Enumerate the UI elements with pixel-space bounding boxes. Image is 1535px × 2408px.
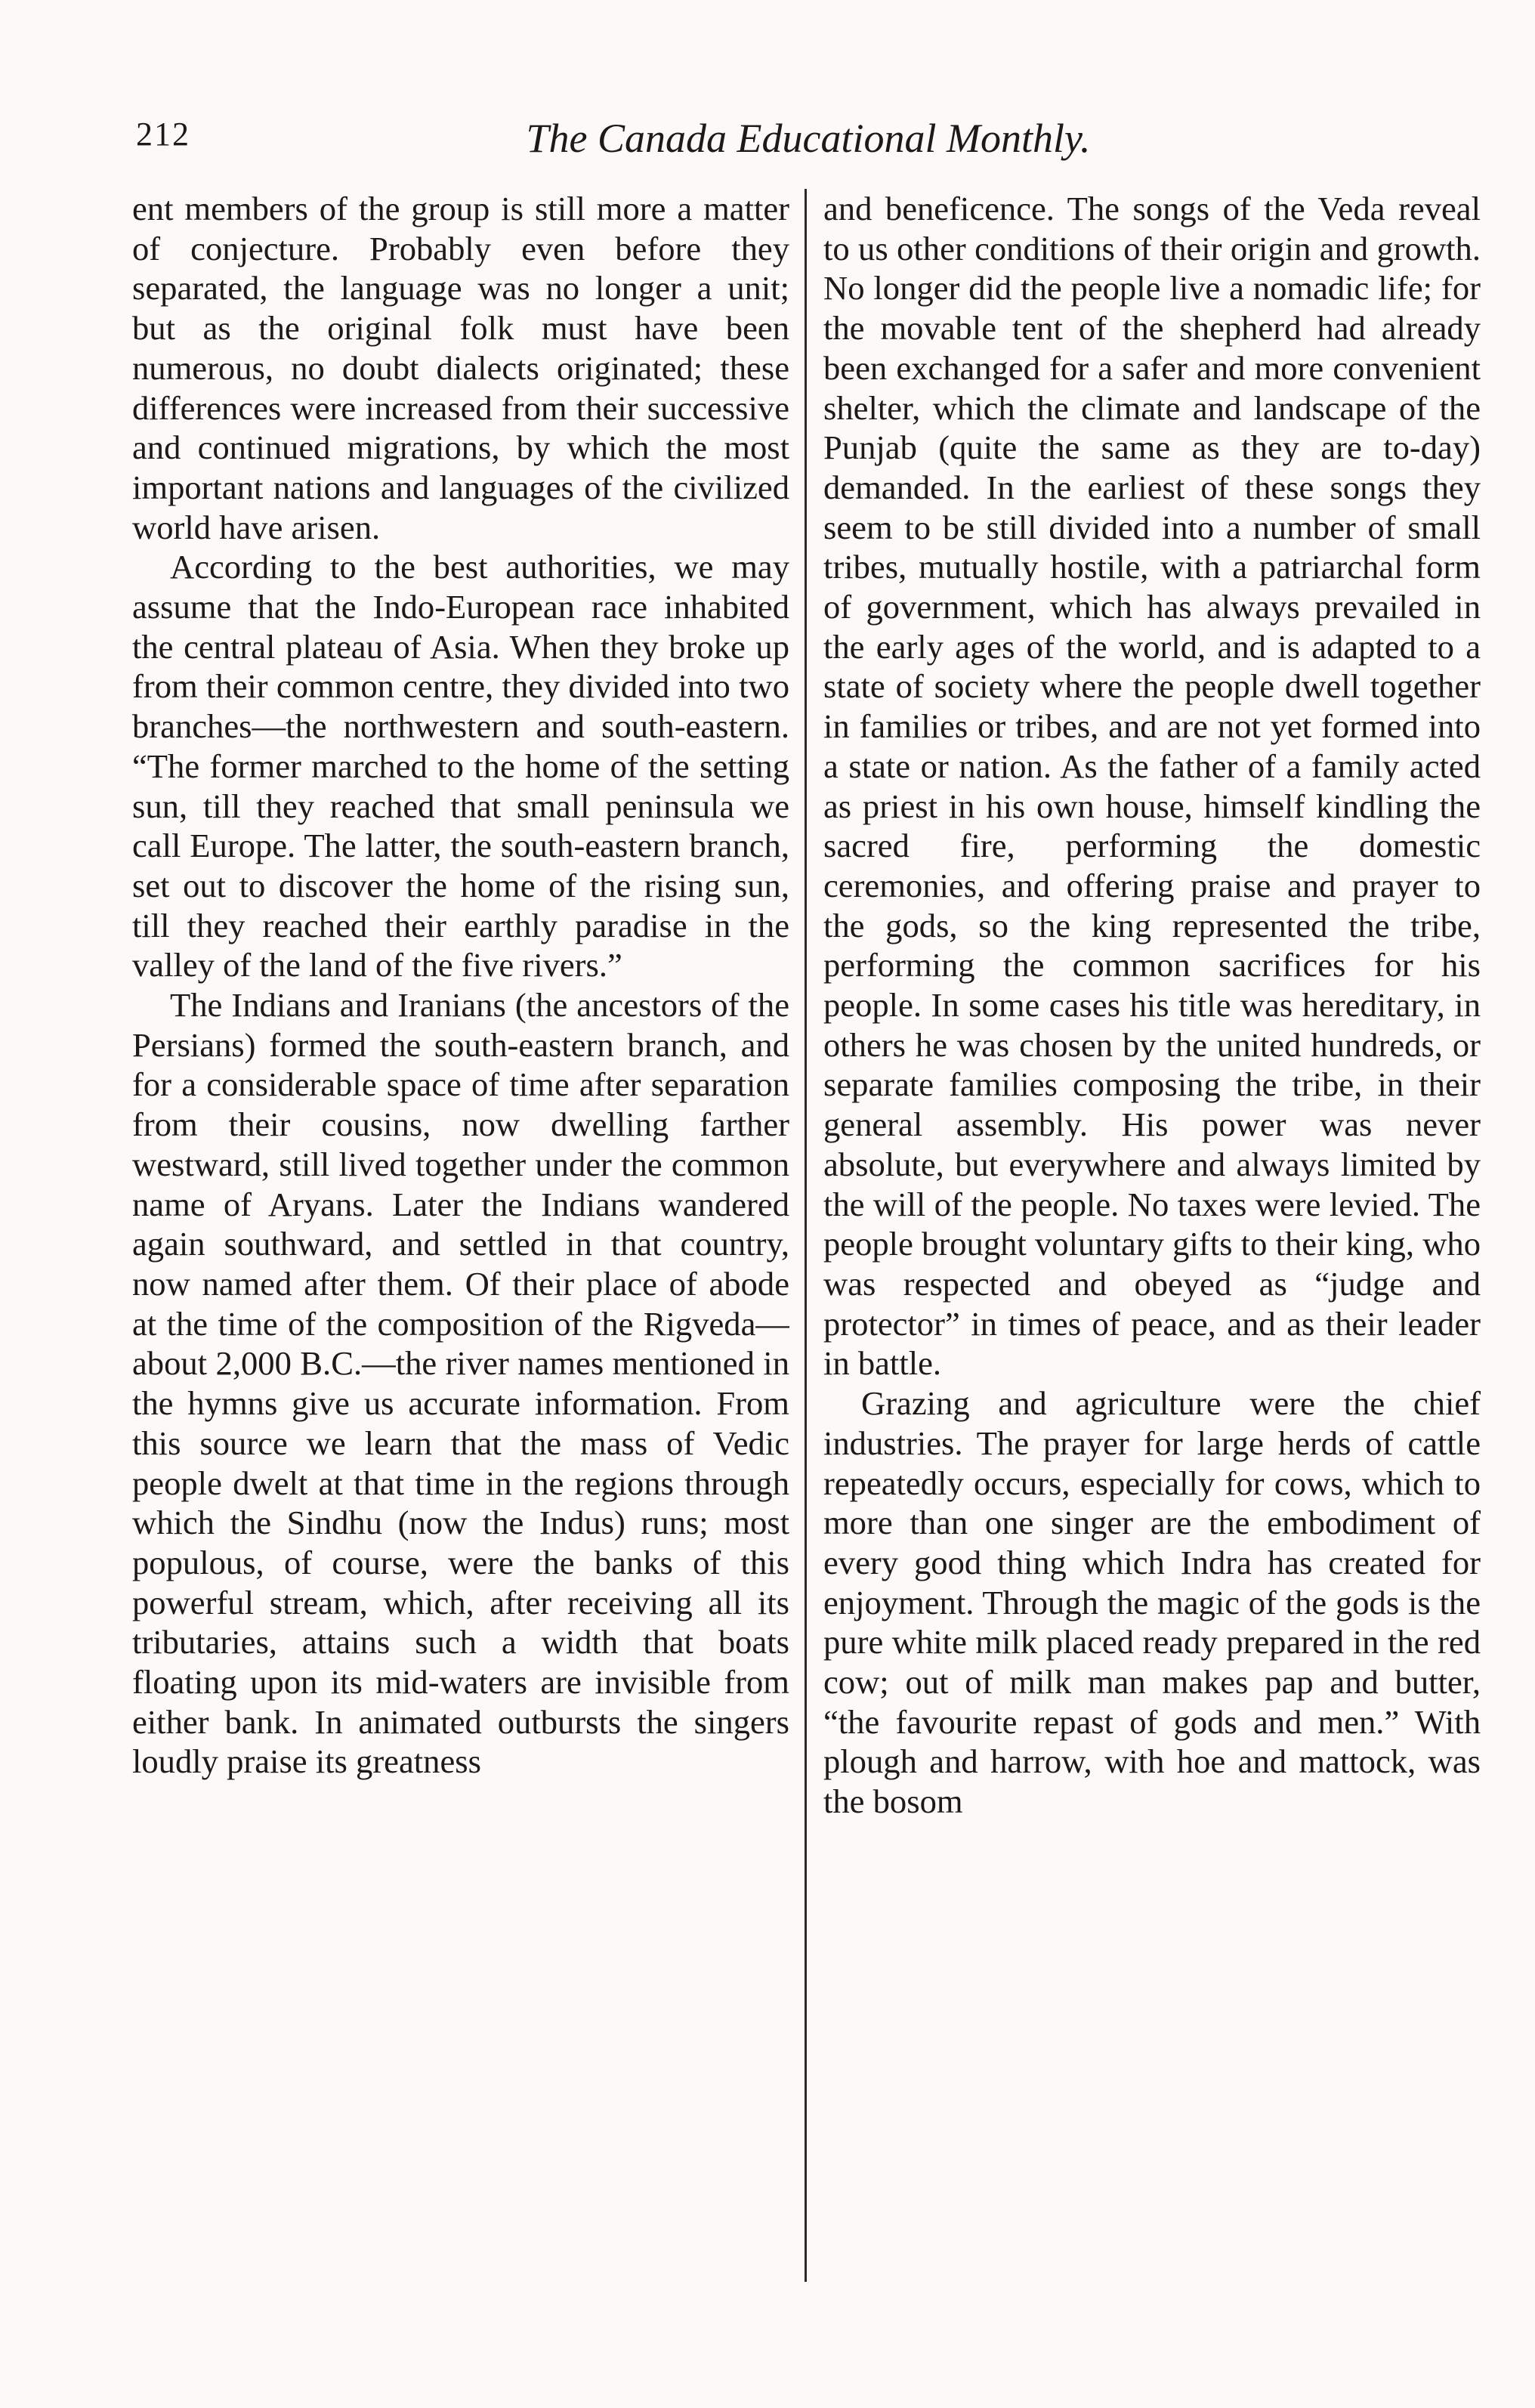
left-column — [132, 189, 789, 2304]
paragraph: ent members of the group is still more a matter of conjecture. Probably even before they separated, the language was no longer a unit; but as the original folk must have been numerous, no doubt dialects originated; these differences were increased from their successive and continued migrations, by which the most important nations and languages of the civilized world have arisen. — [132, 190, 789, 546]
paragraph: Grazing and agriculture were the chief industries. The prayer for large herds of cattle repeatedly occurs, especially for cows, which to more than one singer are the embodiment of every good thing which Indra has created for enjoyment. Through the magic of the gods is the pure white milk placed ready prepared in the red cow; out of milk man makes pap and butter, “the favourite repast of gods and men.” With plough and harrow, with hoe and mattock, was the bosom — [823, 1384, 1481, 1821]
right-column — [823, 189, 1481, 2304]
page-header — [136, 115, 1481, 168]
paragraph: According to the best authorities, we may assume that the Indo-European race inhabited the central plateau of Asia. When they broke up from their common centre, they divided into two branches—the northwestern and south-eastern. “The former marched to the home of the setting sun, till they reached that small peninsula we call Europe. The latter, the south-eastern branch, set out to discover the home of the rising sun, till they reached their earthly paradise in the valley of the land of the five rivers.” — [132, 548, 789, 985]
paragraph: and beneficence. The songs of the Veda reveal to us other conditions of their origin and growth. No longer did the people live a nomadic life; for the movable tent of the shepherd had already been exchanged for a safer and more convenient shelter, which the climate and landscape of the Punjab (quite the same as they are to-day) demanded. In the earliest of these songs they seem to be still divided into a number of small tribes, mutually hostile, with a patriarchal form of government, which has always prevailed in the early ages of the world, and is adapted to a state of society where the people dwell together in families or tribes, and are not yet formed into a state or nation. As the father of a family acted as priest in his own house, himself kindling the sacred fire, performing the domestic ceremonies, and offering praise and prayer to the gods, so the king represented the tribe, performing the common sacrifices for his people. In some cases his title was hereditary, in others he was chosen by the united hundreds, or separate families composing the tribe, in their general assembly. His power was never absolute, but everywhere and always limited by the will of the people. No taxes were levied. The people brought voluntary gifts to their king, who was respected and obeyed as “judge and protector” in times of peace, and as their leader in battle. — [823, 190, 1481, 1383]
running-title: The Canada Educational Monthly. — [526, 116, 1091, 161]
column-divider — [805, 189, 807, 2282]
page-number: 212 — [136, 116, 190, 153]
paragraph: The Indians and Iranians (the ancestors of the Persians) formed the south-eastern branch, and for a considerable space of time after separation from their cousins, now dwelling farther westward, still lived together under the common name of Aryans. Later the Indians wandered again southward, and settled in that country, now named after them. Of their place of abode at the time of the composition of the Rigveda—about 2,000 B.C.—the river names mentioned in the hymns give us accurate information. From this source we learn that the mass of Vedic people dwelt at that time in the regions through which the Sindhu (now the Indus) runs; most populous, of course, were the banks of this powerful stream, which, after receiving all its tributaries, attains such a width that boats floating upon its mid-waters are invisible from either bank. In animated outbursts the singers loudly praise its greatness — [132, 986, 789, 1781]
